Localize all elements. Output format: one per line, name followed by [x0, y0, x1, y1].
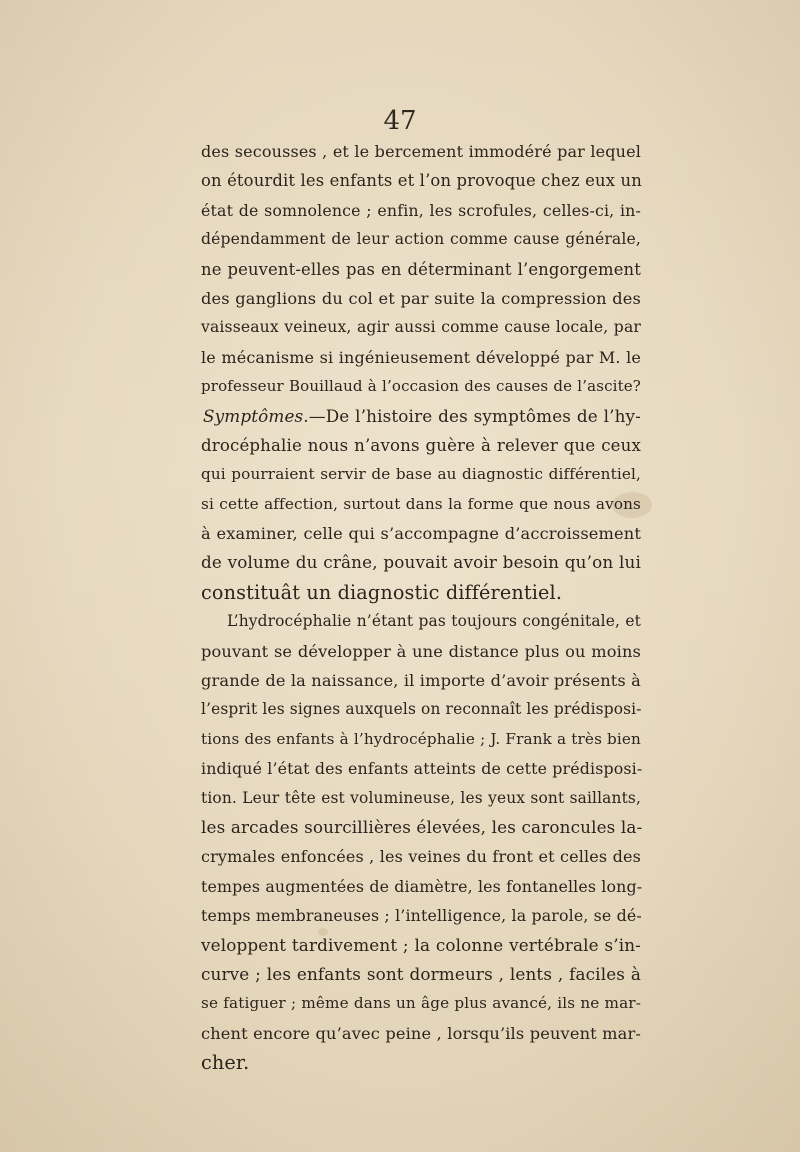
text-line: vaisseaux veineux, agir aussi comme cause locale, par [201, 318, 641, 337]
text-line: de volume du crâne, pouvait avoir besoin qu’on lui [201, 552, 641, 573]
text-line: se fatiguer ; même dans un âge plus avancé, ils ne mar- [201, 994, 641, 1013]
text-line: dépendamment de leur action comme cause générale, [201, 230, 641, 249]
text-line: on étourdit les enfants et l’on provoque chez eux un [201, 171, 642, 191]
text-line: curve ; les enfants sont dormeurs , lents , faciles à [201, 963, 641, 984]
text-line: qui pourraient servir de base au diagnostic différentiel, [201, 465, 641, 484]
text-line-with-heading [201, 402, 641, 431]
text-line: tion. Leur tête est volumineuse, les yeux sont saillants, [201, 788, 641, 807]
text-line: ne peuvent-elles pas en déterminant l’engorgement [201, 259, 641, 279]
section-heading: Symptômes.— [203, 405, 326, 426]
text-line: drocéphalie nous n’avons guère à relever que ceux [201, 435, 641, 455]
text-line: pouvant se développer à une distance plus ou moins [201, 641, 641, 661]
text-line: si cette affection, surtout dans la forme que nous avons [201, 494, 641, 513]
text-line: crymales enfoncées , les veines du front et celles des [201, 847, 641, 867]
text-line: à examiner, celle qui s’accompagne d’accroissement [201, 524, 641, 544]
text-line: constituât un diagnostic différentiel. [201, 580, 563, 604]
text-line-rest: De l’histoire des symptômes de l’hy- [325, 405, 641, 426]
text-line: L’hydrocéphalie n’étant pas toujours congénitale, et [227, 612, 641, 631]
text-line: grande de la naissance, il importe d’avoir présents à [201, 671, 641, 691]
text-line: indiqué l’état des enfants atteints de cette prédisposi- [201, 759, 643, 779]
text-line: l’esprit les signes auxquels on reconnaît les prédisposi- [201, 700, 642, 719]
text-line: temps membraneuses ; l’intelligence, la parole, se dé- [201, 906, 642, 926]
text-line: tions des enfants à l’hydrocéphalie ; J. Frank a très bien [201, 729, 641, 748]
text-line: état de somnolence ; enfin, les scrofules, celles-ci, in- [201, 200, 641, 220]
text-line: des secousses , et le bercement immodéré par lequel [201, 142, 641, 161]
text-line: cher. [201, 1051, 250, 1075]
text-line: des ganglions du col et par suite la compression des [201, 288, 641, 308]
text-line: chent encore qu’avec peine , lorsqu’ils peuvent mar- [201, 1023, 641, 1043]
text-line: veloppent tardivement ; la colonne vertébrale s’in- [201, 934, 641, 955]
text-line: tempes augmentées de diamètre, les fontanelles long- [201, 876, 643, 896]
page-number: 47 [383, 106, 417, 136]
text-line: professeur Bouillaud à l’occasion des causes de l’ascite? [201, 377, 641, 396]
text-line: le mécanisme si ingénieusement développé par M. le [201, 347, 641, 367]
text-line: les arcades sourcillières élevées, les caroncules la- [201, 816, 643, 837]
body-text [201, 137, 641, 1078]
